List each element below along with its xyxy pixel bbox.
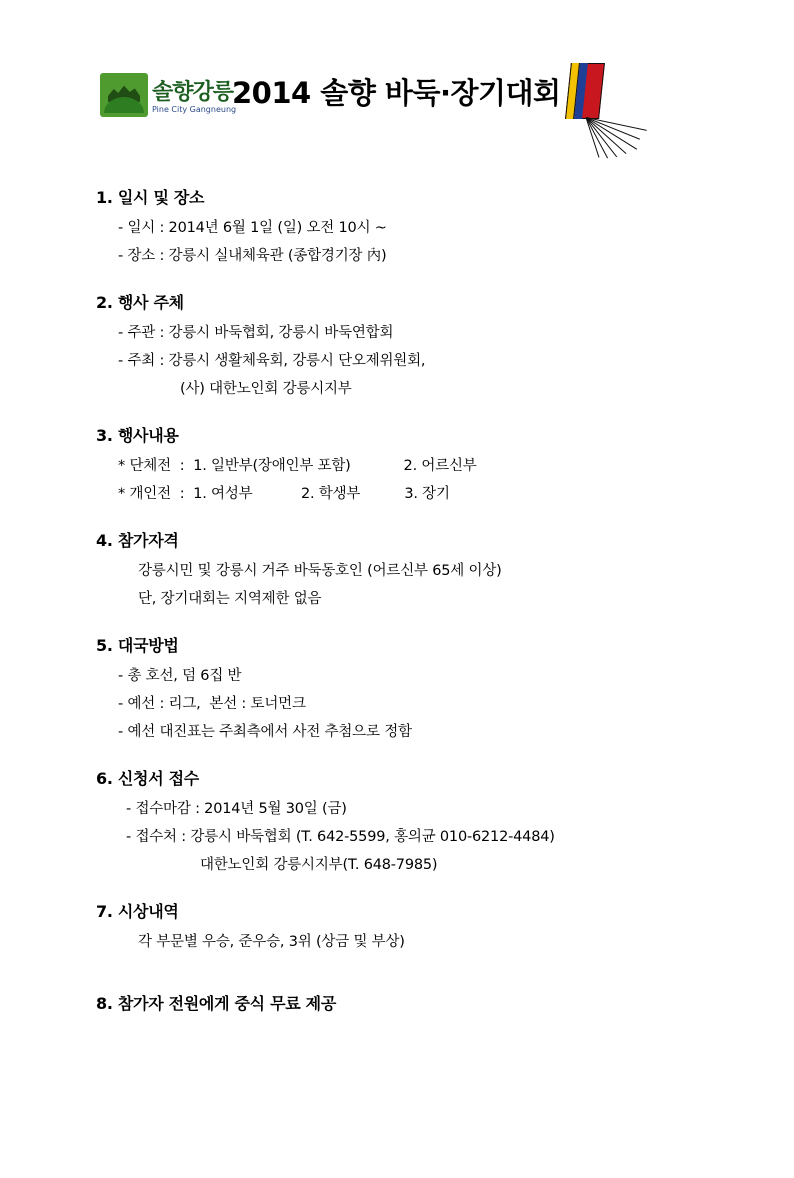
- section-6-title: 6. 신청서 접수: [96, 769, 199, 788]
- section-1-title: 1. 일시 및 장소: [96, 188, 205, 207]
- section-1-line-2: - 장소 : 강릉시 실내체육관 (종합경기장 內): [118, 248, 387, 264]
- section-2-line-1: - 주관 : 강릉시 바둑협회, 강릉시 바둑연합회: [118, 325, 394, 341]
- logo-korean-text: 솔향강릉: [152, 80, 234, 105]
- section-3-line-1: * 단체전 : 1. 일반부(장애인부 포함) 2. 어르신부: [118, 458, 477, 474]
- section-7: [0, 899, 794, 951]
- tree-glyph-icon: [108, 82, 140, 102]
- spacer: [0, 405, 794, 423]
- section-7-line-1: 각 부문별 우승, 준우승, 3위 (상금 및 부상): [138, 934, 405, 950]
- logo-badge: [100, 73, 148, 117]
- section-3: [0, 423, 794, 503]
- document-header: [0, 55, 794, 185]
- section-1-line-1: - 일시 : 2014년 6월 1일 (일) 오전 10시 ~: [118, 220, 387, 236]
- section-2-line-2: - 주최 : 강릉시 생활체육회, 강릉시 단오제위원회,: [118, 353, 426, 369]
- spacer: [0, 748, 794, 766]
- section-6-line-1: - 접수마감 : 2014년 5월 30일 (금): [126, 801, 347, 817]
- spacer: [0, 510, 794, 528]
- section-6-line-3: 대한노인회 강릉시지부(T. 648-7985): [200, 857, 438, 873]
- section-2-line-3: (사) 대한노인회 강릉시지부: [180, 381, 352, 397]
- section-5-line-3: - 예선 대진표는 주최측에서 사전 추첨으로 정함: [118, 724, 412, 740]
- section-2-title: 2. 행사 주체: [96, 293, 184, 312]
- section-5-line-2: - 예선 : 리그, 본선 : 토너먼크: [118, 696, 306, 712]
- document-body: [0, 185, 794, 1014]
- section-4-line-1: 강릉시민 및 강릉시 거주 바둑동호인 (어르신부 65세 이상): [138, 563, 502, 579]
- section-4-line-2: 단, 장기대회는 지역제한 없음: [138, 591, 322, 607]
- section-2: [0, 290, 794, 398]
- section-5-title: 5. 대국방법: [96, 636, 179, 655]
- section-4: [0, 528, 794, 608]
- section-3-title: 3. 행사내용: [96, 426, 179, 445]
- korean-kite-icon: [560, 63, 652, 168]
- section-7-title: 7. 시상내역: [96, 902, 179, 921]
- footer-note: 8. 참가자 전원에게 중식 무료 제공: [96, 994, 336, 1013]
- section-6: [0, 766, 794, 874]
- section-4-title: 4. 참가자격: [96, 531, 179, 550]
- section-3-line-2: * 개인전 : 1. 여성부 2. 학생부 3. 장기: [118, 486, 450, 502]
- section-5: [0, 633, 794, 741]
- spacer: [0, 615, 794, 633]
- section-6-line-2: - 접수처 : 강릉시 바둑협회 (T. 642-5599, 홍의균 010-6212-4484): [126, 829, 555, 845]
- spacer: [0, 272, 794, 290]
- section-5-line-1: - 총 호선, 덤 6집 반: [118, 668, 242, 684]
- logo-english-text: Pine City Gangneung: [152, 105, 237, 114]
- page-title: 2014 솔향 바둑·장기대회: [232, 76, 561, 110]
- pine-tree-logo-icon: [100, 73, 237, 125]
- spacer: [0, 881, 794, 899]
- document-page: [0, 55, 794, 1178]
- section-1: [0, 185, 794, 265]
